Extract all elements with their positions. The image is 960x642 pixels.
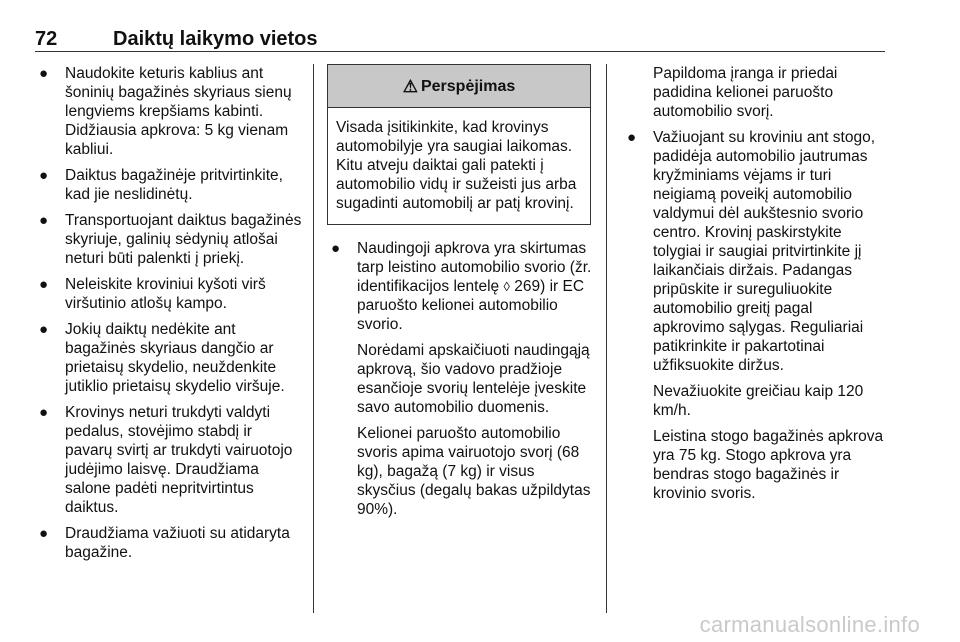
paragraph: Kelionei paruošto automobilio svoris apima vairuotojo svorį (68 kg), bagažą (7 kg) ir visus skysčius (degalų bakas užpildytas 90%). — [357, 425, 591, 518]
column-divider — [606, 64, 607, 613]
bullet-icon: ● — [627, 129, 637, 146]
warning-header — [328, 65, 590, 108]
page-header — [35, 28, 885, 50]
list-item: ● Jokių daiktų nedėkite ant bagažinės skyriaus dangčio ar prietaisų skydelio, neuždenkite jutiklio prietaisų skydelio viršuje. — [39, 321, 285, 395]
page-title: Daiktų laikymo vietos — [113, 28, 318, 50]
paragraph: Papildoma įranga ir priedai padidina kelionei paruošto automobilio svorį. — [653, 65, 838, 120]
list-item: ● Neleiskite kroviniui kyšoti virš viršutinio atlošų kampo. — [39, 276, 266, 312]
page-reference-icon: ◊ — [503, 279, 510, 294]
list-item: ● Daiktus bagažinėje pritvirtinkite, kad jie neslidinėtų. — [39, 167, 283, 203]
list-item: ● Transportuojant daiktus bagažinės skyriuje, galinių sėdynių atlošai neturi būti palenkti į priekį. — [39, 212, 302, 267]
warning-body: Visada įsitikinkite, kad krovinys automobilyje yra saugiai laikomas. Kitu atveju daiktai gali patekti į automobilio vidų ir sužeisti jus arba sugadinti automobilį ar patį krovinį. — [336, 119, 577, 212]
warning-title: Perspėjimas — [420, 77, 516, 95]
list-item: ● Krovinys neturi trukdyti valdyti pedalus, stovėjimo stabdį ir pavarų svirtį ar trukdyti vairuotojo judėjimo laisvę. Draudžiama salone padėti nepritvirtintus daiktus. — [39, 404, 293, 516]
paragraph: Leistina stogo bagažinės apkrova yra 75 kg. Stogo apkrova yra bendras stogo bagažinės ir krovinio svoris. — [653, 428, 884, 502]
paragraph: Norėdami apskaičiuoti naudingąją apkrovą, šio vadovo pradžioje esančioje svorių lentelėje įveskite savo automobilio duomenis. — [357, 342, 590, 416]
column-2 — [327, 64, 592, 526]
bullet-icon: ● — [39, 276, 49, 293]
column-divider — [313, 64, 314, 613]
list-item: ● Naudokite keturis kablius ant šoninių bagažinės skyriaus sienų lengviems krepšiams kabinti. Didžiausia apkrova: 5 kg vienam kabliui. — [39, 65, 292, 158]
paragraph: Nevažiuokite greičiau kaip 120 km/h. — [653, 383, 864, 419]
page-reference[interactable]: 269 — [514, 278, 541, 295]
bullet-icon: ● — [39, 65, 49, 82]
bullet-icon: ● — [39, 321, 49, 338]
column-3 — [623, 64, 888, 510]
header-rule — [35, 51, 885, 52]
bullet-icon: ● — [39, 525, 49, 542]
list-item: ● Naudingoji apkrova yra skirtumas tarp leistino automobilio svorio (žr. identifikacijos lentelę ◊ 269) ir EC paruošto kelionei automobilio svorio. — [331, 240, 592, 333]
warning-box — [327, 64, 591, 225]
column-1 — [35, 64, 303, 569]
bullet-icon: ● — [39, 404, 49, 421]
watermark: carmanualsonline.info — [699, 612, 920, 637]
list-item: ● Draudžiama važiuoti su atidaryta bagažine. — [39, 525, 290, 561]
bullet-icon: ● — [39, 167, 49, 184]
warning-triangle-icon: ⚠ — [402, 76, 418, 96]
list-item: ● Važiuojant su kroviniu ant stogo, padidėja automobilio jautrumas kryžminiams vėjams ir turi neigiamą poveikį automobilio valdymui dėl aukštesnio svorio centro. Krovinį paskirstykite tolygiai ir saugiai pritvirtinkite jį laikančiais diržais. Padangas pripūskite ir sureguliuokite automobilio greitį pagal apkrovimo sąlygas. Reguliariai patikrinkite ir pakartotinai užfiksuokite diržus. — [627, 129, 876, 374]
bullet-icon: ● — [331, 240, 341, 257]
page-number: 72 — [35, 28, 58, 50]
bullet-icon: ● — [39, 212, 49, 229]
